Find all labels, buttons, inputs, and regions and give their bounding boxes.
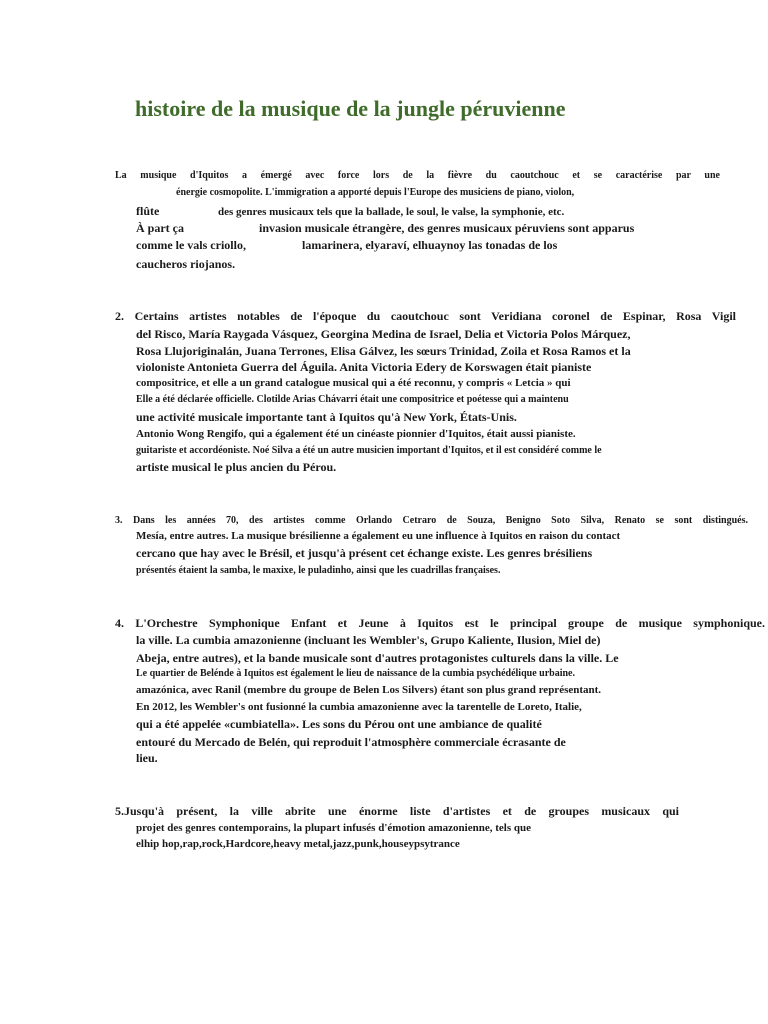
p4-line-5: amazónica, avec Ranil (membre du groupe de Belen Los Silvers) étant son plus grand représentant. — [136, 684, 602, 696]
p3-line-4: présentés étaient la samba, le maxixe, le puladinho, ainsi que les cuadrillas françaises. — [136, 565, 501, 576]
page-title: histoire de la musique de la jungle péruvienne — [135, 96, 566, 121]
p2-line-9: guitariste et accordéoniste. Noé Silva a été un autre musicien important d'Iquitos, et il est considéré comme le — [136, 445, 602, 456]
p4-line-8: entouré du Mercado de Belén, qui reproduit l'atmosphère commerciale écrasante de — [136, 735, 566, 749]
p4-line-4: Le quartier de Belénde à Iquitos est également le lieu de naissance de la cumbia psychédélique urbaine. — [136, 668, 575, 679]
p1-line-4b: invasion musicale étrangère, des genres musicaux péruviens sont apparus — [259, 221, 635, 235]
p1-line-2: énergie cosmopolite. L'immigration a apporté depuis l'Europe des musiciens de piano, violon, — [176, 187, 575, 198]
p4-line-9: lieu. — [136, 751, 158, 765]
p1-line-3a: flûte — [136, 204, 160, 218]
p2-line-7: une activité musicale importante tant à Iquitos qu'à New York, États-Unis. — [136, 410, 517, 424]
p4-line-6: En 2012, les Wembler's ont fusionné la cumbia amazonienne avec la tarentelle de Loreto, Italie, — [136, 701, 582, 713]
p4-line-1: 4. L'Orchestre Symphonique Enfant et Jeune à Iquitos est le principal groupe de musique symphonique. — [115, 616, 765, 630]
p5-line-3: elhip hop,rap,rock,Hardcore,heavy metal,jazz,punk,houseypsytrance — [136, 838, 460, 850]
p2-line-6: Elle a été déclarée officielle. Clotilde Arias Chávarri était une compositrice et poétesse qui a maintenu — [136, 394, 569, 405]
p2-line-2: del Risco, María Raygada Vásquez, Georgina Medina de Israel, Delia et Victoria Polos Márquez, — [136, 327, 631, 341]
p1-line-4a: À part ça — [136, 221, 184, 235]
p2-line-10: artiste musical le plus ancien du Pérou. — [136, 460, 337, 474]
p2-line-1: 2. Certains artistes notables de l'époque du caoutchouc sont Veridiana coronel de Espinar, Rosa Vigil — [115, 309, 736, 323]
p3-line-2: Mesía, entre autres. La musique brésilienne a également eu une influence à Iquitos en raison du contact — [136, 530, 621, 542]
p1-line-5b: lamarinera, elyaraví, elhuaynoy las tonadas de los — [302, 238, 558, 252]
p3-line-3: cercano que hay avec le Brésil, et jusqu'à présent cet échange existe. Les genres brésiliens — [136, 546, 593, 560]
p2-line-3: Rosa Llujoriginalán, Juana Terrones, Elisa Gálvez, les sœurs Trinidad, Zoila et Rosa Ramos et la — [136, 344, 631, 358]
p1-line-5a: comme le vals criollo, — [136, 238, 246, 252]
p2-line-4: violoniste Antonieta Guerra del Águila. Anita Victoria Edery de Korswagen était pianiste — [136, 360, 592, 374]
p4-line-2: la ville. La cumbia amazonienne (incluant les Wembler's, Grupo Kaliente, Ilusion, Miel de) — [136, 633, 601, 647]
p4-line-7: qui a été appelée «cumbiatella». Les sons du Pérou ont une ambiance de qualité — [136, 717, 542, 731]
p4-line-3: Abeja, entre autres), et la bande musicale sont d'autres protagonistes culturels dans la ville. Le — [136, 651, 619, 665]
p3-line-1: 3. Dans les années 70, des artistes comme Orlando Cetraro de Souza, Benigno Soto Silva, Renato se sont distingués. — [115, 515, 748, 526]
p1-line-3b: des genres musicaux tels que la ballade, le soul, le valse, la symphonie, etc. — [218, 206, 565, 218]
p2-line-8: Antonio Wong Rengifo, qui a également été un cinéaste pionnier d'Iquitos, était aussi pianiste. — [136, 428, 576, 440]
p5-line-1: 5.Jusqu'à présent, la ville abrite une énorme liste d'artistes et de groupes musicaux qui — [115, 804, 679, 818]
p5-line-2: projet des genres contemporains, la plupart infusés d'émotion amazonienne, tels que — [136, 822, 531, 834]
p1-line-6: caucheros riojanos. — [136, 257, 236, 271]
p1-line-1: La musique d'Iquitos a émergé avec force lors de la fièvre du caoutchouc et se caractérise par une — [115, 170, 720, 181]
p2-line-5: compositrice, et elle a un grand catalogue musical qui a été reconnu, y compris « Letcia » qui — [136, 377, 571, 389]
